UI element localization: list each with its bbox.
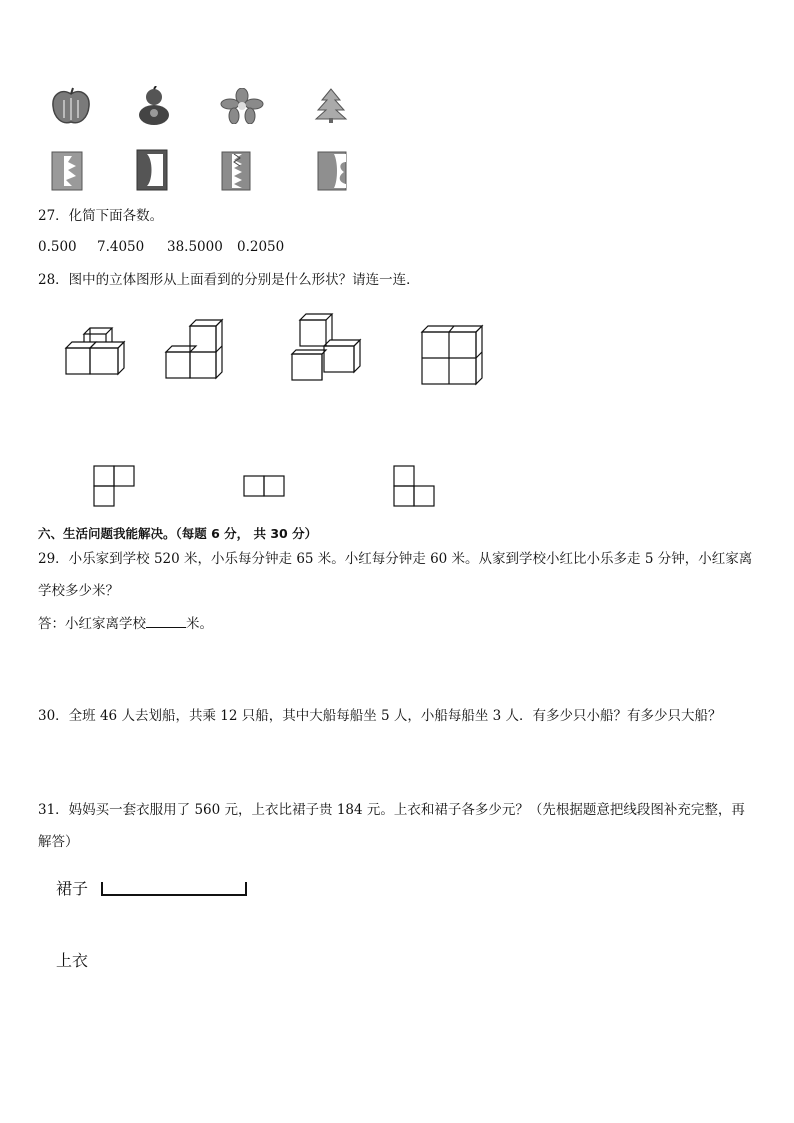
answer-prefix: 答：小红家离学校 [38, 616, 146, 632]
question-29-line-1: 29．小乐家到学校 520 米，小乐每分钟走 65 米。小红每分钟走 60 米。从家到学校小红比小乐多走 5 分钟，小红家离 [38, 551, 753, 567]
number-item: 38.5000 [167, 239, 223, 255]
section-title: 六、生活问题我能解决。（每题 6 分， 共 30 分） [38, 526, 318, 541]
question-31-line-1: 31．妈妈买一套衣服用了 560 元，上衣比裙子贵 184 元。上衣和裙子各多少元？（先根据题意把线段图补充完整，再 [38, 802, 745, 818]
cube-figure-4 [418, 322, 486, 388]
question-30: 30．全班 46 人去划船，共乘 12 只船，其中大船每船坐 5 人，小船每船坐 3 人．有多少只小船？有多少只大船？ [38, 708, 722, 724]
paper-cut-c-icon [135, 148, 169, 192]
top-view-shape-3 [392, 464, 438, 508]
question-31-line-2: 解答） [38, 834, 79, 850]
cube-figure-3 [288, 310, 364, 384]
number-list [38, 237, 284, 257]
top-label: 上衣 [56, 951, 89, 970]
number-item: 0.2050 [237, 239, 285, 255]
top-view-shape-1 [92, 464, 138, 508]
skirt-line-segment[interactable] [100, 878, 252, 900]
answer-line [38, 613, 213, 634]
paper-cut-notch-icon [316, 150, 350, 192]
apple-icon [50, 86, 92, 126]
question-29-line-2: 学校多少米？ [38, 583, 119, 599]
answer-blank[interactable] [146, 613, 186, 628]
number-item: 7.4050 [97, 239, 145, 255]
flower-icon [220, 88, 264, 124]
cube-figure-1 [60, 326, 130, 380]
answer-suffix: 米。 [186, 616, 213, 632]
cube-figure-2 [162, 316, 232, 382]
question-27: 27．化简下面各数。 [38, 208, 164, 224]
paper-cut-e-icon [50, 150, 84, 192]
top-view-shape-2 [242, 474, 288, 498]
pine-tree-icon [314, 88, 348, 124]
number-item: 0.500 [38, 239, 77, 255]
gourd-icon [136, 86, 172, 126]
question-28: 28．图中的立体图形从上面看到的分别是什么形状？请连一连． [38, 272, 420, 288]
skirt-label: 裙子 [56, 879, 89, 898]
paper-cut-zigzag-icon [220, 150, 254, 192]
